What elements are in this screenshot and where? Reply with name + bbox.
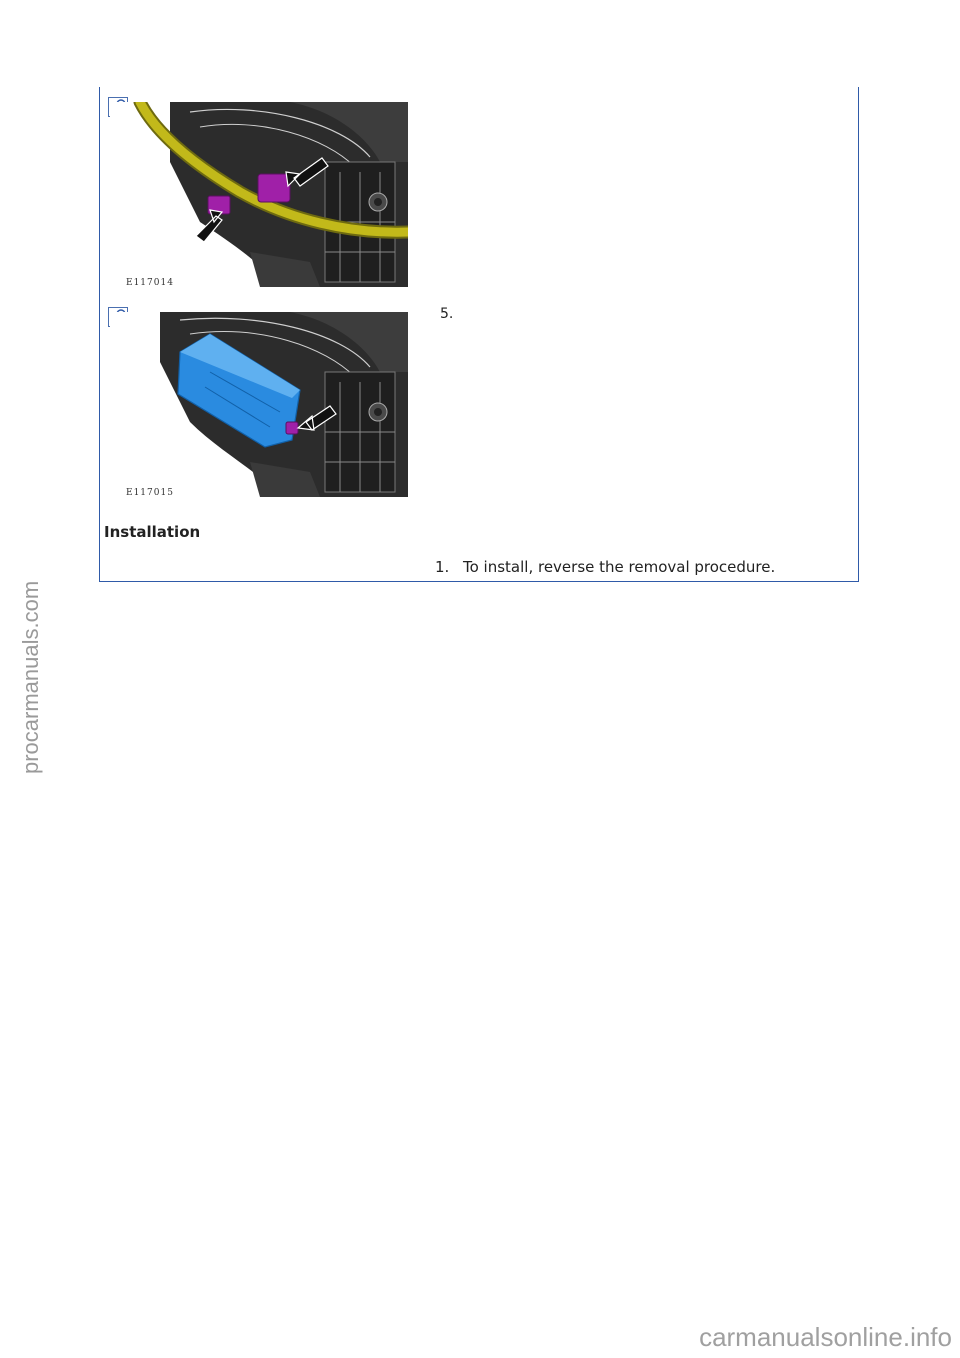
figure-label: E117015 — [126, 488, 174, 497]
figure-label: E117014 — [126, 278, 174, 287]
step-number: 5. — [440, 306, 454, 322]
install-step-text: To install, reverse the removal procedure. — [463, 558, 776, 576]
install-step — [435, 558, 775, 576]
install-step-number: 1. — [435, 558, 450, 576]
figure-connector-harness — [110, 102, 408, 287]
side-watermark: procarmanuals.com — [18, 580, 43, 774]
section-heading-installation: Installation — [104, 523, 201, 541]
figure-control-module — [110, 312, 408, 497]
bottom-watermark: carmanualsonline.info — [699, 1322, 952, 1352]
